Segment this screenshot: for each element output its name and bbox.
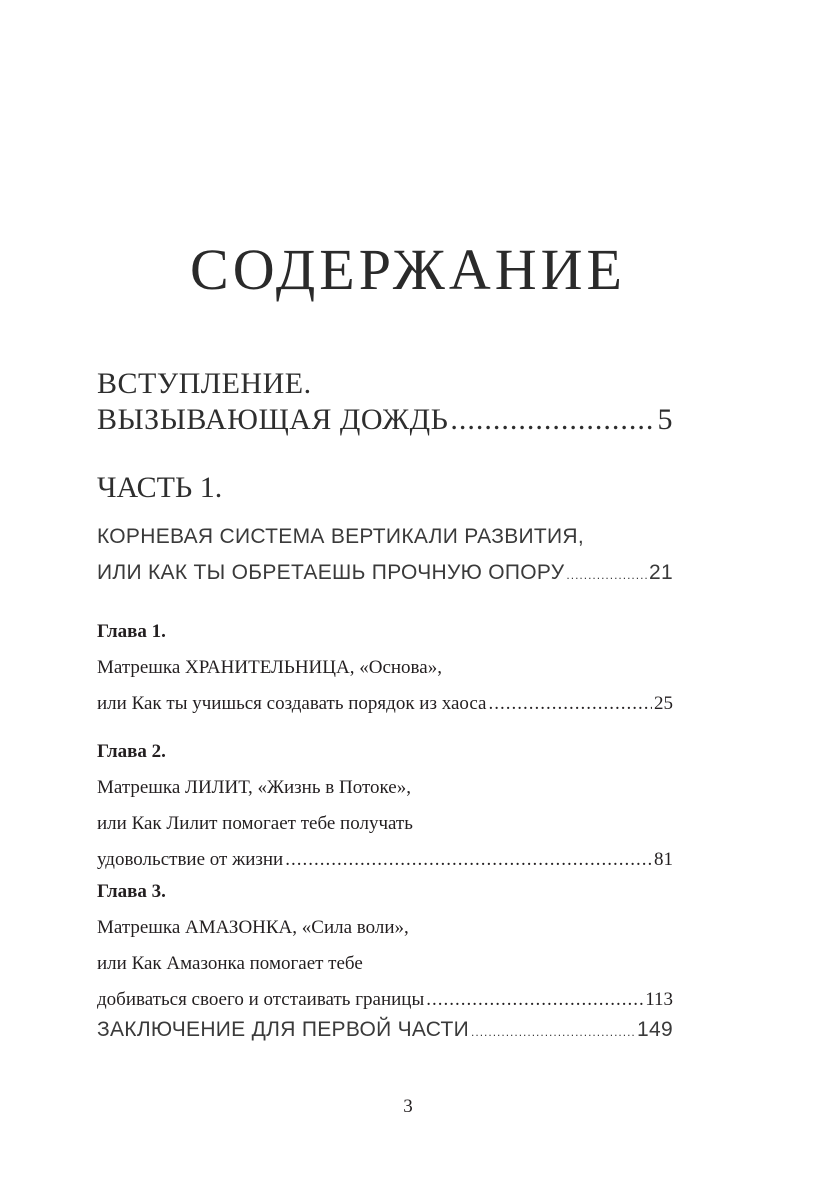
toc-entry-chapter-3[interactable] [97, 874, 673, 1018]
toc-entry-chapter-2[interactable] [97, 734, 673, 878]
part-1-subtitle-line1: КОРНЕВАЯ СИСТЕМА ВЕРТИКАЛИ РАЗВИТИЯ, [97, 525, 585, 548]
chapter-2-label: Глава 2. [97, 741, 166, 762]
intro-page-number: 5 [657, 403, 673, 436]
chapter-2-line3: удовольствие от жизни [97, 849, 284, 870]
page-title: СОДЕРЖАНИЕ [190, 236, 626, 302]
chapter-3-line3: добиваться своего и отстаивать границы [97, 989, 425, 1010]
chapter-2-line2: или Как Лилит помогает тебе получать [97, 813, 413, 834]
conclusion-page-number: 149 [637, 1018, 673, 1041]
dot-leader [488, 686, 652, 722]
chapter-3-line2: или Как Амазонка помогает тебе [97, 953, 363, 974]
chapter-3-label: Глава 3. [97, 881, 166, 902]
dot-leader [450, 402, 655, 438]
chapter-2-line3-row [97, 842, 673, 878]
chapter-1-line2-row [97, 686, 673, 722]
part-1-page-number: 21 [649, 561, 673, 584]
toc-entry-part-1[interactable] [97, 519, 673, 593]
toc-entry-intro[interactable] [97, 366, 673, 438]
part-1-subtitle-line2: ИЛИ КАК ТЫ ОБРЕТАЕШЬ ПРОЧНУЮ ОПОРУ [97, 561, 565, 584]
chapter-1-line2: или Как ты учишься создавать порядок из хаоса [97, 693, 487, 714]
chapter-1-line1: Матрешка ХРАНИТЕЛЬНИЦА, «Основа», [97, 657, 442, 678]
dot-leader [566, 555, 647, 593]
chapter-1-page-number: 25 [654, 693, 673, 714]
toc-entry-chapter-1[interactable] [97, 614, 673, 722]
chapter-2-line1: Матрешка ЛИЛИТ, «Жизнь в Потоке», [97, 777, 411, 798]
conclusion-label: ЗАКЛЮЧЕНИЕ ДЛЯ ПЕРВОЙ ЧАСТИ [97, 1018, 470, 1041]
chapter-1-label: Глава 1. [97, 621, 166, 642]
intro-title-line2: ВЫЗЫВАЮЩАЯ ДОЖДЬ [97, 403, 449, 436]
dot-leader [285, 842, 652, 878]
chapter-3-page-number: 113 [645, 989, 673, 1010]
conclusion-row [97, 1012, 673, 1050]
dot-leader [471, 1012, 635, 1050]
part-1-subtitle-line2-row [97, 555, 673, 593]
intro-title-line2-row [97, 402, 673, 438]
chapter-3-line1: Матрешка АМАЗОНКА, «Сила воли», [97, 917, 409, 938]
page-number: 3 [403, 1096, 413, 1117]
chapter-2-page-number: 81 [654, 849, 673, 870]
toc-entry-conclusion[interactable] [97, 1012, 673, 1050]
intro-title-line1: ВСТУПЛЕНИЕ. [97, 367, 312, 400]
part-1-title: ЧАСТЬ 1. [97, 471, 223, 504]
